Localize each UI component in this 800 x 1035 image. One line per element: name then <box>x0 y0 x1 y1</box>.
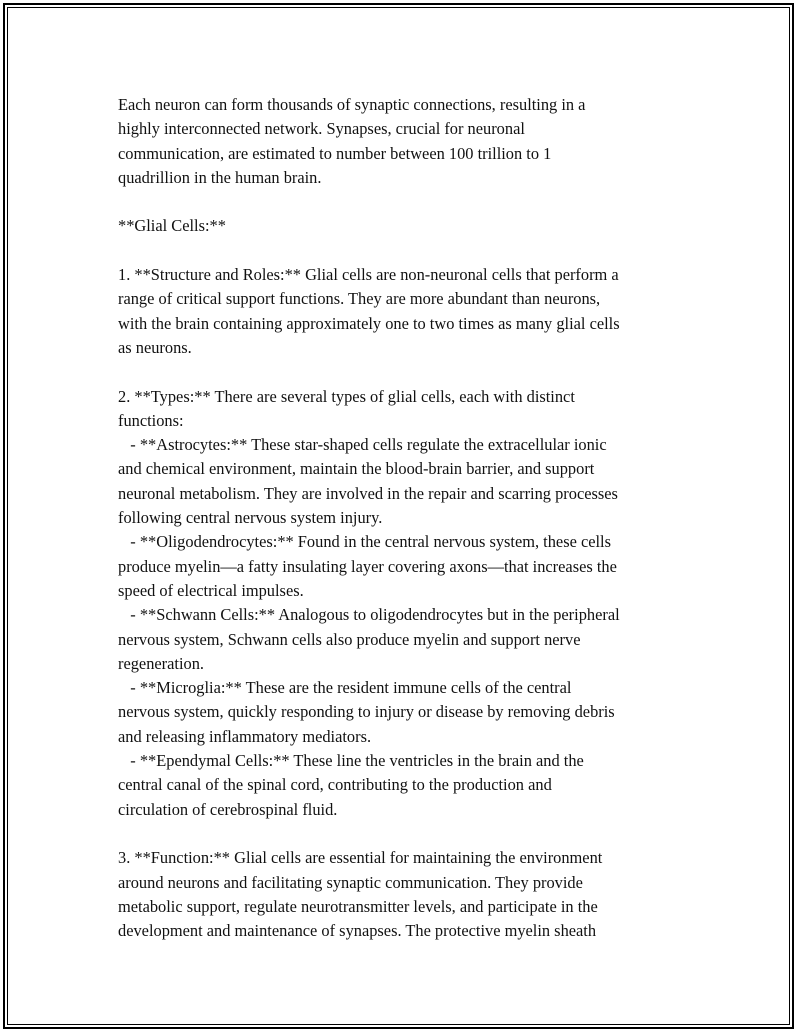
text-line: 3. **Function:** Glial cells are essential for maintaining the environment <box>118 848 603 868</box>
text-line: functions: <box>118 410 184 430</box>
text-line: 2. **Types:** There are several types of glial cells, each with distinct <box>118 386 575 406</box>
text-line: with the brain containing approximately one to two times as many glial cells <box>118 313 620 333</box>
text-line: - **Ependymal Cells:** These line the ventricles in the brain and the <box>118 751 584 771</box>
blank-line <box>118 190 693 214</box>
text-line: circulation of cerebrospinal fluid. <box>118 799 338 819</box>
text-line: - **Astrocytes:** These star-shaped cells regulate the extracellular ionic <box>118 435 607 455</box>
text-line: range of critical support functions. They are more abundant than neurons, <box>118 289 601 309</box>
document-body <box>118 93 693 943</box>
text-line: and chemical environment, maintain the blood-brain barrier, and support <box>118 459 595 479</box>
text-line: around neurons and facilitating synaptic communication. They provide <box>118 872 583 892</box>
text-line: following central nervous system injury. <box>118 508 383 528</box>
text-line: - **Oligodendrocytes:** Found in the central nervous system, these cells <box>118 532 611 552</box>
text-line: produce myelin—a fatty insulating layer covering axons—that increases the <box>118 556 617 576</box>
text-line: Each neuron can form thousands of synaptic connections, resulting in a <box>118 95 586 114</box>
text-line: development and maintenance of synapses. The protective myelin sheath <box>118 921 597 941</box>
blank-line <box>118 822 693 846</box>
text-line: highly interconnected network. Synapses, crucial for neuronal <box>118 119 525 139</box>
text-line: 1. **Structure and Roles:** Glial cells are non-neuronal cells that perform a <box>118 265 619 285</box>
text-line: communication, are estimated to number between 100 trillion to 1 <box>118 143 552 163</box>
text-line: nervous system, quickly responding to injury or disease by removing debris <box>118 702 615 722</box>
section-heading-glial-cells: **Glial Cells:** <box>118 216 226 236</box>
text-line: as neurons. <box>118 337 192 357</box>
text-line: - **Microglia:** These are the resident immune cells of the central <box>118 678 572 698</box>
blank-line <box>118 360 693 384</box>
text-line: - **Schwann Cells:** Analogous to oligodendrocytes but in the peripheral <box>118 605 620 625</box>
text-line: neuronal metabolism. They are involved in the repair and scarring processes <box>118 483 618 503</box>
blank-line <box>118 239 693 263</box>
text-line: regeneration. <box>118 653 205 673</box>
text-line: metabolic support, regulate neurotransmitter levels, and participate in the <box>118 896 598 916</box>
text-line: speed of electrical impulses. <box>118 580 304 600</box>
text-line: and releasing inflammatory mediators. <box>118 726 372 746</box>
text-line: central canal of the spinal cord, contributing to the production and <box>118 775 552 795</box>
text-line: nervous system, Schwann cells also produce myelin and support nerve <box>118 629 581 649</box>
text-line: quadrillion in the human brain. <box>118 167 322 187</box>
